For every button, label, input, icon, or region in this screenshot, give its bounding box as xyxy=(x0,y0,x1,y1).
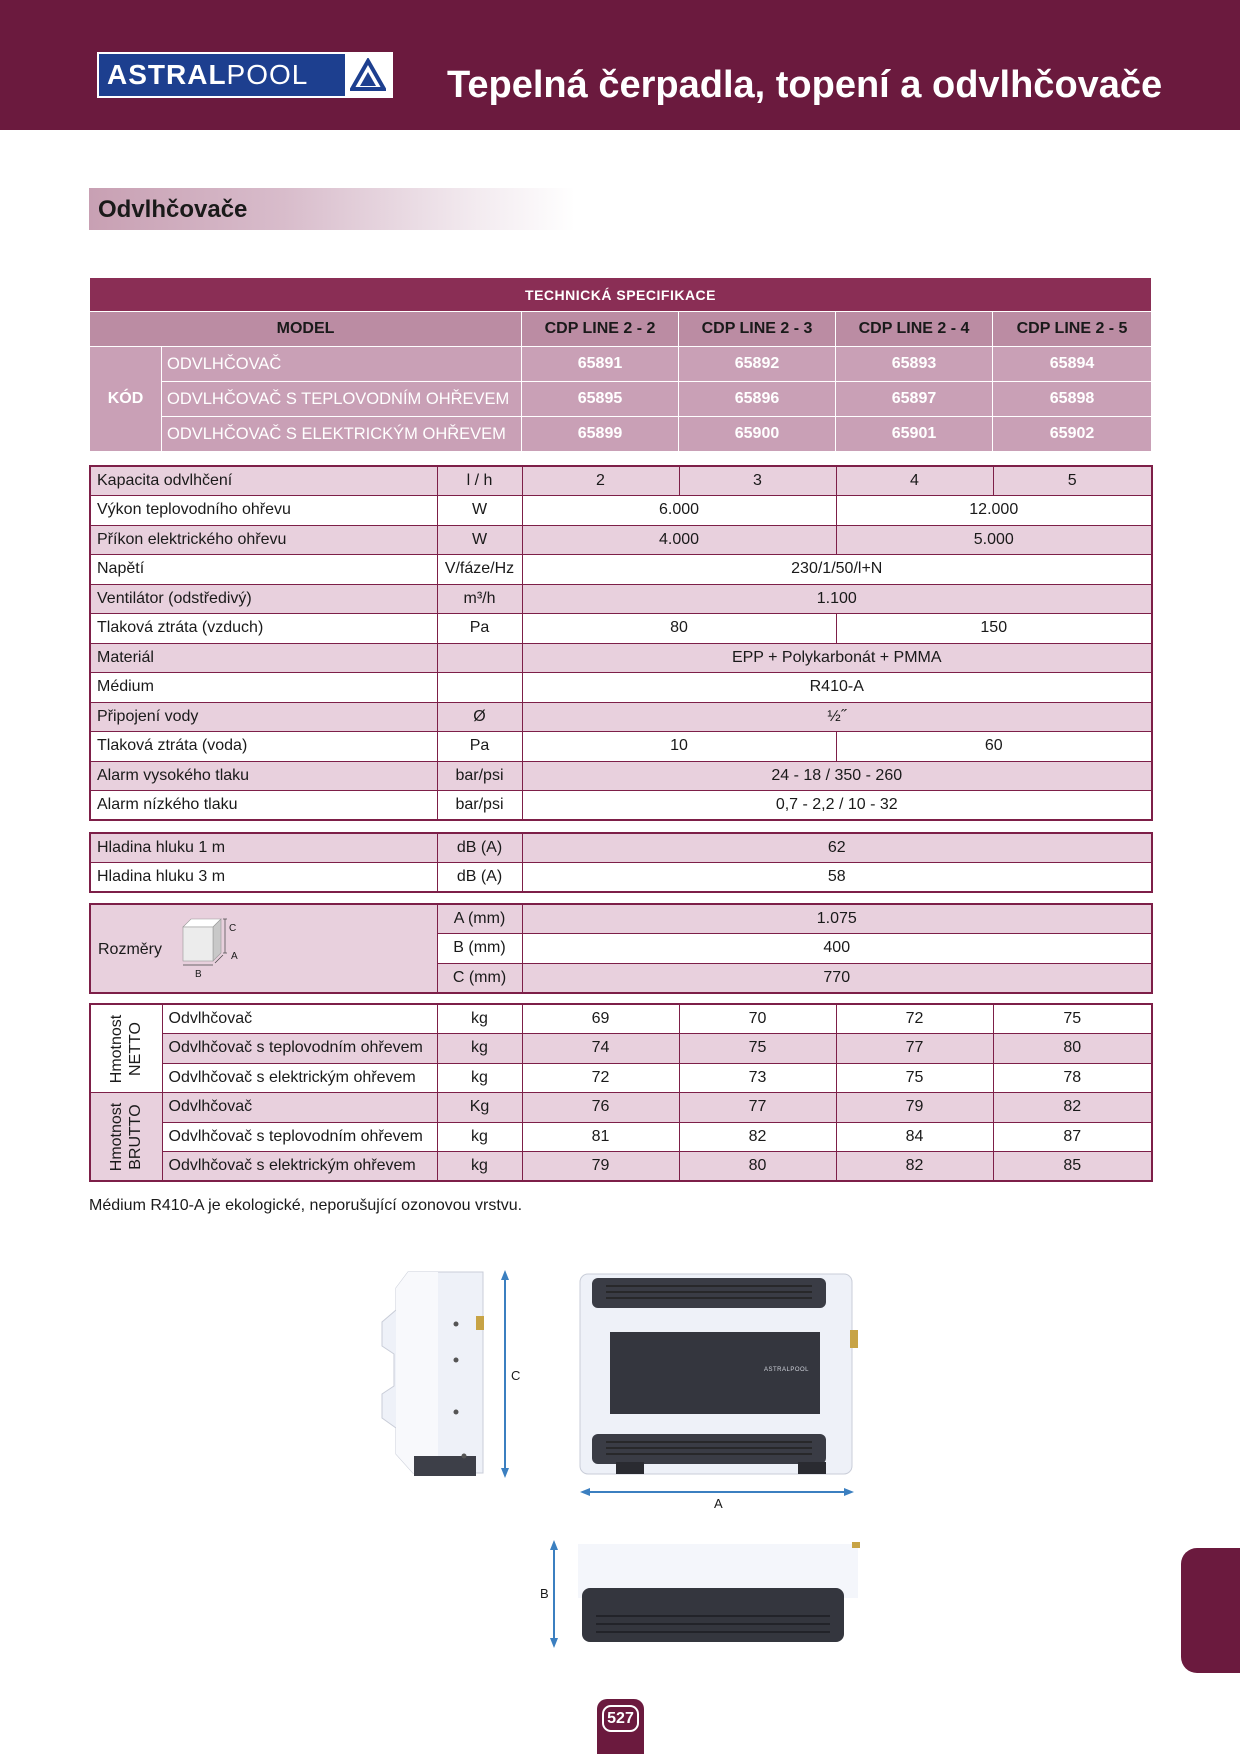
row-label: Odvlhčovač xyxy=(162,1004,437,1034)
code-value: 65899 xyxy=(522,417,679,452)
row-value: 230/1/50/l+N xyxy=(522,555,1152,585)
row-unit: kg xyxy=(437,1063,522,1093)
section-title xyxy=(89,188,575,230)
model-label: MODEL xyxy=(90,312,522,347)
row-value: 79 xyxy=(522,1152,679,1182)
model-name: CDP LINE 2 - 3 xyxy=(679,312,836,347)
table-row xyxy=(90,702,1152,732)
dimension-label-b: B xyxy=(540,1586,549,1601)
page-number-tab xyxy=(597,1699,644,1754)
spec-title-row xyxy=(90,278,1152,312)
row-label: Odvlhčovač s elektrickým ohřevem xyxy=(162,1063,437,1093)
row-value: 2 xyxy=(522,466,679,496)
row-label: Odvlhčovač s teplovodním ohřevem xyxy=(162,1034,437,1064)
table-row xyxy=(90,732,1152,762)
table-row xyxy=(90,614,1152,644)
logo-text-light: POOL xyxy=(226,59,309,90)
row-value: ½˝ xyxy=(522,702,1152,732)
row-label: Médium xyxy=(90,673,437,703)
row-value: 78 xyxy=(993,1063,1152,1093)
page-header xyxy=(0,0,1240,130)
icon-label-a: A xyxy=(231,951,238,962)
row-label: Výkon teplovodního ohřevu xyxy=(90,496,437,526)
device-side-view xyxy=(378,1268,528,1483)
row-value: 72 xyxy=(522,1063,679,1093)
dimension-label-a: A xyxy=(714,1496,723,1511)
icon-label-c: C xyxy=(229,923,237,934)
row-value: 5 xyxy=(993,466,1152,496)
row-unit: C (mm) xyxy=(437,963,522,993)
spec-title: TECHNICKÁ SPECIFIKACE xyxy=(90,278,1152,312)
row-value: 12.000 xyxy=(836,496,1152,526)
code-value: 65901 xyxy=(836,417,993,452)
row-label: Příkon elektrického ohřevu xyxy=(90,525,437,555)
table-row xyxy=(90,1034,1152,1064)
row-value: 81 xyxy=(522,1122,679,1152)
row-value: 72 xyxy=(836,1004,993,1034)
row-unit: W xyxy=(437,525,522,555)
side-tab xyxy=(1181,1548,1240,1673)
row-unit: l / h xyxy=(437,466,522,496)
code-value: 65896 xyxy=(679,382,836,417)
brutto-label-1: Hmotnost xyxy=(108,1102,126,1171)
row-value: 80 xyxy=(679,1152,836,1182)
row-label: Hladina hluku 3 m xyxy=(90,863,437,893)
code-value: 65902 xyxy=(993,417,1152,452)
table-row xyxy=(90,904,1152,934)
page-title: Tepelná čerpadla, topení a odvlhčovače xyxy=(447,64,1163,106)
row-label: Odvlhčovač s teplovodním ohřevem xyxy=(162,1122,437,1152)
code-row-label: ODVLHČOVAČ S TEPLOVODNÍM OHŘEVEM xyxy=(162,382,522,417)
code-value: 65900 xyxy=(679,417,836,452)
code-value: 65897 xyxy=(836,382,993,417)
model-name: CDP LINE 2 - 2 xyxy=(522,312,679,347)
row-value: EPP + Polykarbonát + PMMA xyxy=(522,643,1152,673)
row-label: Alarm nízkého tlaku xyxy=(90,791,437,821)
row-value: 10 xyxy=(522,732,836,762)
row-value: 62 xyxy=(522,833,1152,863)
code-value: 65891 xyxy=(522,347,679,382)
device-front-view xyxy=(576,1270,860,1512)
row-value: 70 xyxy=(679,1004,836,1034)
table-row xyxy=(90,1093,1152,1123)
row-value: 74 xyxy=(522,1034,679,1064)
table-row xyxy=(90,673,1152,703)
row-value: 84 xyxy=(836,1122,993,1152)
row-value: 77 xyxy=(836,1034,993,1064)
netto-label-2: NETTO xyxy=(127,1021,145,1076)
row-value: 82 xyxy=(836,1152,993,1182)
row-unit: dB (A) xyxy=(437,863,522,893)
row-unit: bar/psi xyxy=(437,791,522,821)
row-unit: W xyxy=(437,496,522,526)
code-row xyxy=(90,382,1152,417)
table-row xyxy=(90,833,1152,863)
row-value: 87 xyxy=(993,1122,1152,1152)
logo-text-bold: ASTRAL xyxy=(107,59,227,90)
dimensions-table xyxy=(89,903,1153,994)
row-value: 1.100 xyxy=(522,584,1152,614)
table-row xyxy=(90,1004,1152,1034)
dimensions-label: Rozměry xyxy=(98,941,163,958)
row-unit: A (mm) xyxy=(437,904,522,934)
footnote: Médium R410-A je ekologické, neporušující ozonovou vrstvu. xyxy=(89,1197,523,1214)
model-name: CDP LINE 2 - 4 xyxy=(836,312,993,347)
row-unit: kg xyxy=(437,1034,522,1064)
code-row xyxy=(90,417,1152,452)
row-label: Alarm vysokého tlaku xyxy=(90,761,437,791)
row-value: 58 xyxy=(522,863,1152,893)
table-row xyxy=(90,555,1152,585)
row-label: Připojení vody xyxy=(90,702,437,732)
row-unit xyxy=(437,643,522,673)
code-row xyxy=(90,347,1152,382)
row-unit: kg xyxy=(437,1122,522,1152)
row-value: 80 xyxy=(993,1034,1152,1064)
netto-group-label xyxy=(90,1004,162,1093)
section-title-text: Odvlhčovače xyxy=(98,196,248,223)
code-value: 65892 xyxy=(679,347,836,382)
row-value: 82 xyxy=(993,1093,1152,1123)
row-value: 75 xyxy=(836,1063,993,1093)
row-label: Tlaková ztráta (vzduch) xyxy=(90,614,437,644)
row-value: 4 xyxy=(836,466,993,496)
table-row xyxy=(90,863,1152,893)
row-value: 5.000 xyxy=(836,525,1152,555)
row-value: 1.075 xyxy=(522,904,1152,934)
row-value: 79 xyxy=(836,1093,993,1123)
row-unit: kg xyxy=(437,1004,522,1034)
table-row xyxy=(90,584,1152,614)
row-value: 73 xyxy=(679,1063,836,1093)
device-top-view xyxy=(536,1538,866,1648)
row-unit: Ø xyxy=(437,702,522,732)
row-label: Odvlhčovač s elektrickým ohřevem xyxy=(162,1152,437,1182)
astralpool-logo xyxy=(97,52,393,98)
row-unit: B (mm) xyxy=(437,934,522,964)
row-value: 0,7 - 2,2 / 10 - 32 xyxy=(522,791,1152,821)
code-row-label: ODVLHČOVAČ S ELEKTRICKÝM OHŘEVEM xyxy=(162,417,522,452)
row-unit: m³/h xyxy=(437,584,522,614)
row-label: Materiál xyxy=(90,643,437,673)
table-row xyxy=(90,1122,1152,1152)
table-row xyxy=(90,791,1152,821)
code-value: 65898 xyxy=(993,382,1152,417)
row-label: Tlaková ztráta (voda) xyxy=(90,732,437,762)
row-unit: bar/psi xyxy=(437,761,522,791)
row-unit xyxy=(437,673,522,703)
row-value: 75 xyxy=(993,1004,1152,1034)
code-label: KÓD xyxy=(90,347,162,452)
device-logo-text: ASTRALPOOL xyxy=(764,1367,810,1373)
row-value: 400 xyxy=(522,934,1152,964)
row-value: 85 xyxy=(993,1152,1152,1182)
brutto-label-2: BRUTTO xyxy=(127,1103,145,1170)
row-value: 3 xyxy=(679,466,836,496)
row-unit: Kg xyxy=(437,1093,522,1123)
noise-table xyxy=(89,832,1153,893)
row-label: Odvlhčovač xyxy=(162,1093,437,1123)
row-unit: V/fáze/Hz xyxy=(437,555,522,585)
brutto-group-label xyxy=(90,1093,162,1182)
row-label: Hladina hluku 1 m xyxy=(90,833,437,863)
row-value: R410-A xyxy=(522,673,1152,703)
row-value: 75 xyxy=(679,1034,836,1064)
table-row xyxy=(90,761,1152,791)
row-value: 82 xyxy=(679,1122,836,1152)
model-row xyxy=(90,312,1152,347)
icon-label-b: B xyxy=(195,969,202,980)
weights-table xyxy=(89,1003,1153,1182)
table-row xyxy=(90,643,1152,673)
netto-label-1: Hmotnost xyxy=(108,1014,126,1083)
row-label: Napětí xyxy=(90,555,437,585)
table-row xyxy=(90,525,1152,555)
code-row-label: ODVLHČOVAČ xyxy=(162,347,522,382)
code-value: 65894 xyxy=(993,347,1152,382)
row-label: Ventilátor (odstředivý) xyxy=(90,584,437,614)
row-unit: Pa xyxy=(437,614,522,644)
row-label: Kapacita odvlhčení xyxy=(90,466,437,496)
row-value: 80 xyxy=(522,614,836,644)
row-unit: kg xyxy=(437,1152,522,1182)
dimensions-label-cell xyxy=(90,904,437,993)
page-number: 527 xyxy=(602,1705,639,1732)
row-value: 4.000 xyxy=(522,525,836,555)
row-value: 770 xyxy=(522,963,1152,993)
row-unit: Pa xyxy=(437,732,522,762)
table-row xyxy=(90,466,1152,496)
row-value: 60 xyxy=(836,732,1152,762)
table-row xyxy=(90,496,1152,526)
logo-triangle-icon xyxy=(345,54,391,96)
row-value: 150 xyxy=(836,614,1152,644)
box-dimensions-icon xyxy=(181,913,251,983)
row-value: 77 xyxy=(679,1093,836,1123)
row-unit: dB (A) xyxy=(437,833,522,863)
model-name: CDP LINE 2 - 5 xyxy=(993,312,1152,347)
row-value: 6.000 xyxy=(522,496,836,526)
row-value: 76 xyxy=(522,1093,679,1123)
table-row xyxy=(90,1063,1152,1093)
dimension-label-c: C xyxy=(511,1368,521,1383)
main-spec-table xyxy=(89,465,1153,821)
code-value: 65895 xyxy=(522,382,679,417)
code-value: 65893 xyxy=(836,347,993,382)
spec-header-table xyxy=(89,277,1152,452)
row-value: 24 - 18 / 350 - 260 xyxy=(522,761,1152,791)
table-row xyxy=(90,1152,1152,1182)
row-value: 69 xyxy=(522,1004,679,1034)
